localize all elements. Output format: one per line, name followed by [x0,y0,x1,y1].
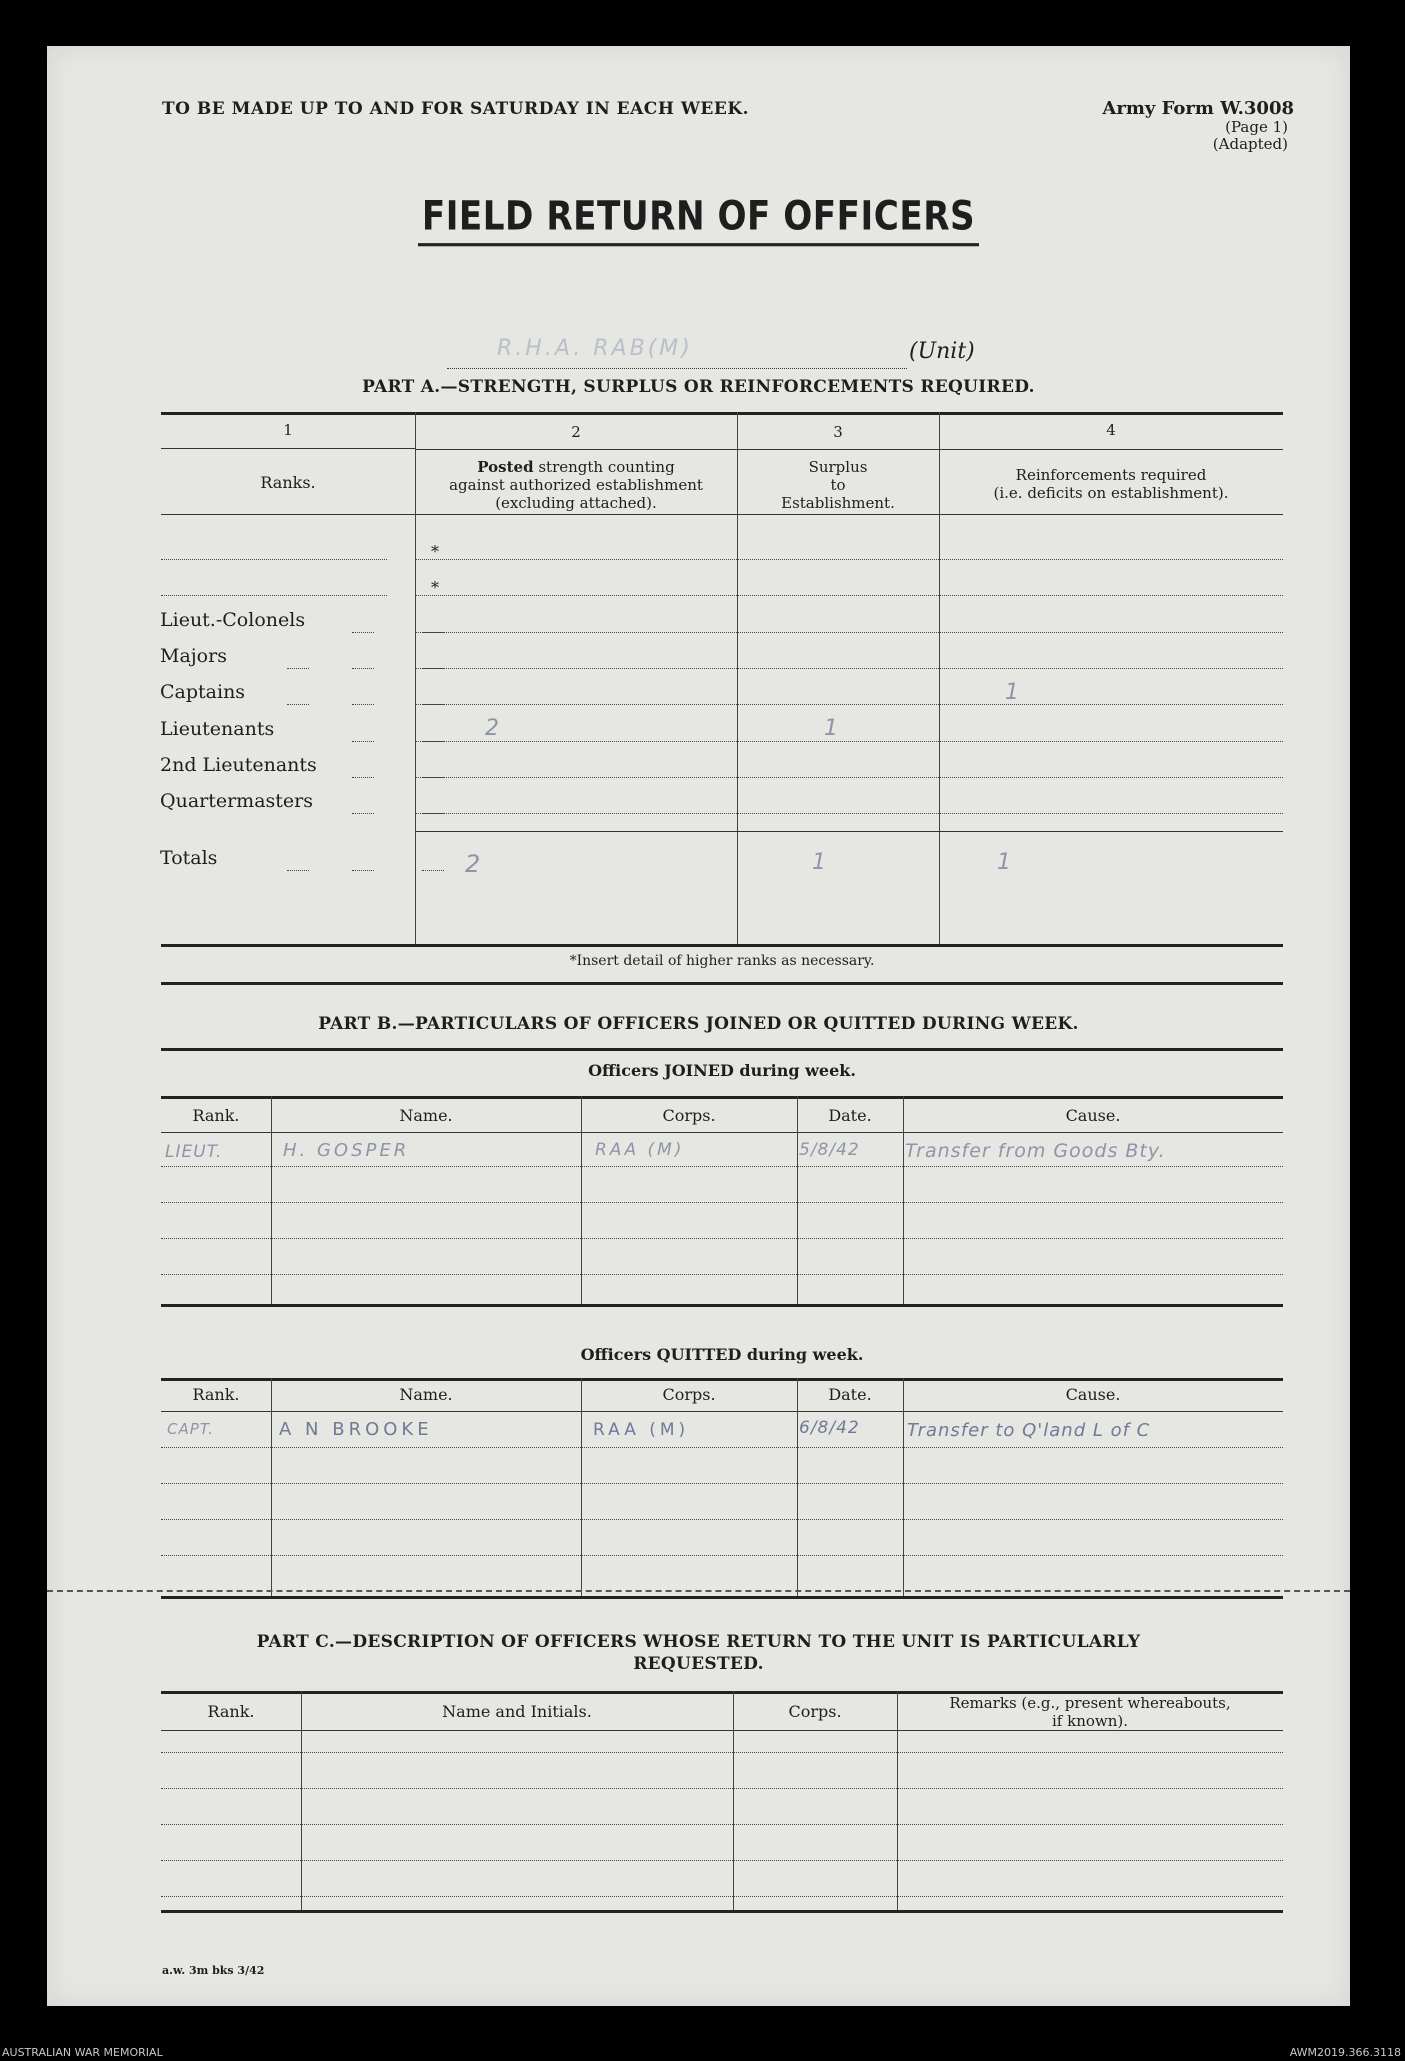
col-number-3: 3 [833,423,843,441]
col-header-posted: Posted strength counting against authorized establishment (excluding attached). [449,458,703,512]
quitted-header-name: Name. [399,1385,453,1404]
col-number-2: 2 [571,423,581,441]
part-a-footnote: *Insert detail of higher ranks as necessary. [569,953,875,969]
joined-header-cause: Cause. [1065,1106,1121,1125]
col-number-1: 1 [283,421,293,439]
print-code: a.w. 3m bks 3/42 [162,1964,265,1977]
rank-majors: Majors [160,645,227,667]
part-c-header-name: Name and Initials. [442,1702,592,1721]
rank-2nd-lieutenants: 2nd Lieutenants [160,754,317,776]
quitted-cause: Transfer to Q'land L of C [907,1420,1151,1441]
rank-lieutenants: Lieutenants [160,718,275,740]
footer-institution: AUSTRALIAN WAR MEMORIAL [2,2046,163,2059]
part-b-title: PART B.—PARTICULARS OF OFFICERS JOINED OR QUITTED DURING WEEK. [318,1014,1079,1034]
col-header-reinforcements: Reinforcements required (i.e. deficits on establishment). [993,466,1229,502]
form-adapted: (Adapted) [1212,135,1288,153]
joined-corps: RAA (M) [595,1140,685,1160]
quitted-name: A N BROOKE [279,1419,433,1440]
quitted-date: 6/8/42 [799,1418,860,1438]
form-page: (Page 1) [1225,118,1288,136]
col-header-surplus: Surplus to Establishment. [781,458,895,512]
joined-header-rank: Rank. [192,1106,240,1125]
lieutenants-posted-value: 2 [485,716,500,741]
joined-header-name: Name. [399,1106,453,1125]
footer-accession: AWM2019.366.3118 [1289,2046,1401,2059]
form-sheet [47,46,1350,2006]
part-c-header-remarks: Remarks (e.g., present whereabouts, if known). [949,1694,1231,1730]
quitted-header-date: Date. [828,1385,872,1404]
part-c-header-corps: Corps. [788,1702,842,1721]
joined-header-corps: Corps. [662,1106,716,1125]
page-title: FIELD RETURN OF OFFICERS [47,194,1350,245]
part-a-title: PART A.—STRENGTH, SURPLUS OR REINFORCEMENTS REQUIRED. [362,377,1035,397]
tear-off-line [47,1590,1350,1592]
joined-name: H. GOSPER [283,1140,410,1161]
col-number-4: 4 [1106,421,1116,439]
star-mark: * [431,578,439,597]
joined-date: 5/8/42 [799,1140,860,1160]
col-header-ranks: Ranks. [260,473,316,492]
quitted-header-rank: Rank. [192,1385,240,1404]
quitted-title: Officers QUITTED during week. [580,1345,864,1364]
form-name: Army Form W.3008 [1102,98,1294,119]
totals-surplus-value: 1 [812,850,827,875]
quitted-corps: RAA (M) [593,1420,690,1440]
rank-quartermasters: Quartermasters [160,790,313,812]
rank-totals: Totals [160,847,218,869]
quitted-header-corps: Corps. [662,1385,716,1404]
joined-header-date: Date. [828,1106,872,1125]
part-c-header-rank: Rank. [207,1702,255,1721]
lieutenants-surplus-value: 1 [824,716,839,741]
rank-captains: Captains [160,681,246,703]
unit-handwritten: R.H.A. RAB(M) [497,336,693,361]
unit-label: (Unit) [909,339,975,364]
captains-reinf-value: 1 [1005,680,1020,705]
form-identifier [1102,99,1294,153]
part-c-title: PART C.—DESCRIPTION OF OFFICERS WHOSE RETURN TO THE UNIT IS PARTICULARLY REQUESTED. [256,1632,1141,1674]
quitted-rank: CAPT. [167,1420,214,1438]
rank-lieut-colonels: Lieut.-Colonels [160,609,306,631]
star-mark: * [431,542,439,561]
quitted-header-cause: Cause. [1065,1385,1121,1404]
joined-title: Officers JOINED during week. [588,1061,856,1080]
instruction-text: TO BE MADE UP TO AND FOR SATURDAY IN EACH WEEK. [162,99,750,119]
joined-cause: Transfer from Goods Bty. [905,1140,1166,1162]
joined-rank: LIEUT. [165,1142,223,1162]
totals-posted-value: 2 [465,850,482,878]
totals-reinf-value: 1 [997,850,1012,875]
